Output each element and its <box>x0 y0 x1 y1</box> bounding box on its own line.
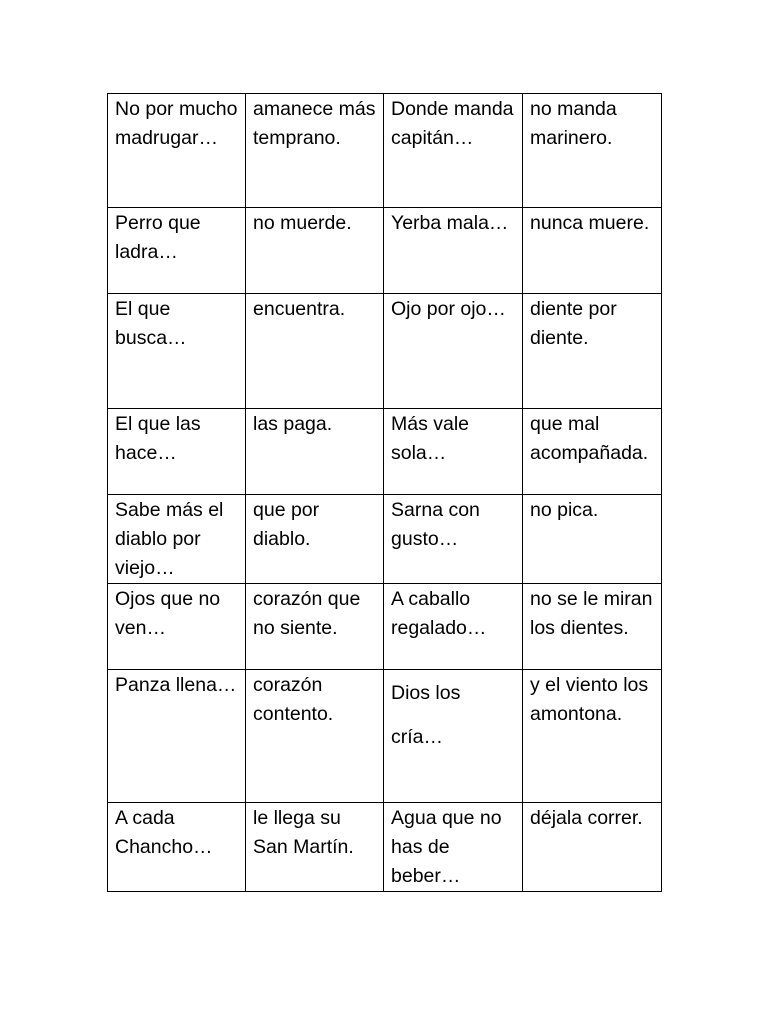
proverb-start: Yerba mala… <box>391 212 509 234</box>
table-row <box>108 294 662 409</box>
table-cell <box>246 94 384 208</box>
table-cell <box>384 208 523 294</box>
proverb-start: Sabe más el diablo por viejo… <box>115 499 224 579</box>
proverb-end: que por diablo. <box>253 499 320 550</box>
proverb-start: A caballo regalado… <box>391 588 487 639</box>
table-cell <box>523 409 662 495</box>
table-cell <box>384 670 523 803</box>
table-cell <box>523 94 662 208</box>
proverb-start: El que las hace… <box>115 413 201 464</box>
proverb-start: No por mucho madrugar… <box>115 98 238 149</box>
proverb-start: Agua que no has de beber… <box>391 807 502 887</box>
table-cell <box>108 94 246 208</box>
proverb-start: Dios los cría… <box>391 682 461 748</box>
proverb-end: y el viento los amontona. <box>530 674 649 725</box>
proverb-start: Ojos que no ven… <box>115 588 221 639</box>
proverb-end: déjala correr. <box>530 807 643 829</box>
proverb-end: corazón que no siente. <box>253 588 361 639</box>
table-cell <box>246 495 384 584</box>
proverb-start: El que busca… <box>115 298 187 349</box>
table-cell <box>384 294 523 409</box>
table-cell <box>108 670 246 803</box>
table-cell <box>523 670 662 803</box>
table-cell <box>108 208 246 294</box>
proverb-end: amanece más temprano. <box>253 98 376 149</box>
proverb-start: Más vale sola… <box>391 413 470 464</box>
table-cell <box>246 670 384 803</box>
table-cell <box>384 495 523 584</box>
table-cell <box>523 584 662 670</box>
table-cell <box>246 584 384 670</box>
proverb-end: corazón contento. <box>253 674 334 725</box>
proverb-end: no muerde. <box>253 212 352 234</box>
table-cell <box>246 294 384 409</box>
table-row <box>108 670 662 803</box>
proverbs-table <box>107 93 662 892</box>
table-cell <box>384 803 523 892</box>
table-cell <box>523 294 662 409</box>
proverb-end: no pica. <box>530 499 599 521</box>
proverb-start: Panza llena… <box>115 674 237 696</box>
proverb-end: no manda marinero. <box>530 98 617 149</box>
table-cell <box>384 584 523 670</box>
proverb-end: diente por diente. <box>530 298 617 349</box>
proverb-end: encuentra. <box>253 298 346 320</box>
proverb-end: nunca muere. <box>530 212 650 234</box>
table-cell <box>246 803 384 892</box>
proverb-end: que mal acompañada. <box>530 413 649 464</box>
table-cell <box>523 803 662 892</box>
table-cell <box>246 208 384 294</box>
table-cell <box>523 208 662 294</box>
proverb-end: no se le miran los dientes. <box>530 588 653 639</box>
proverb-start: Perro que ladra… <box>115 212 201 263</box>
table-row <box>108 208 662 294</box>
table-row <box>108 94 662 208</box>
table-cell <box>108 495 246 584</box>
table-row <box>108 409 662 495</box>
table-cell <box>384 409 523 495</box>
table-row <box>108 495 662 584</box>
proverb-start: A cada Chancho… <box>115 807 213 858</box>
proverb-end: le llega su San Martín. <box>253 807 354 858</box>
proverb-start: Donde manda capitán… <box>391 98 514 149</box>
table-cell <box>384 94 523 208</box>
table-cell <box>108 584 246 670</box>
table-row <box>108 584 662 670</box>
table-cell <box>108 294 246 409</box>
proverb-end: las paga. <box>253 413 333 435</box>
table-cell <box>108 803 246 892</box>
table-cell <box>108 409 246 495</box>
table-row <box>108 803 662 892</box>
proverb-start: Ojo por ojo… <box>391 298 506 320</box>
table-cell <box>246 409 384 495</box>
table-cell <box>523 495 662 584</box>
proverb-start: Sarna con gusto… <box>391 499 480 550</box>
